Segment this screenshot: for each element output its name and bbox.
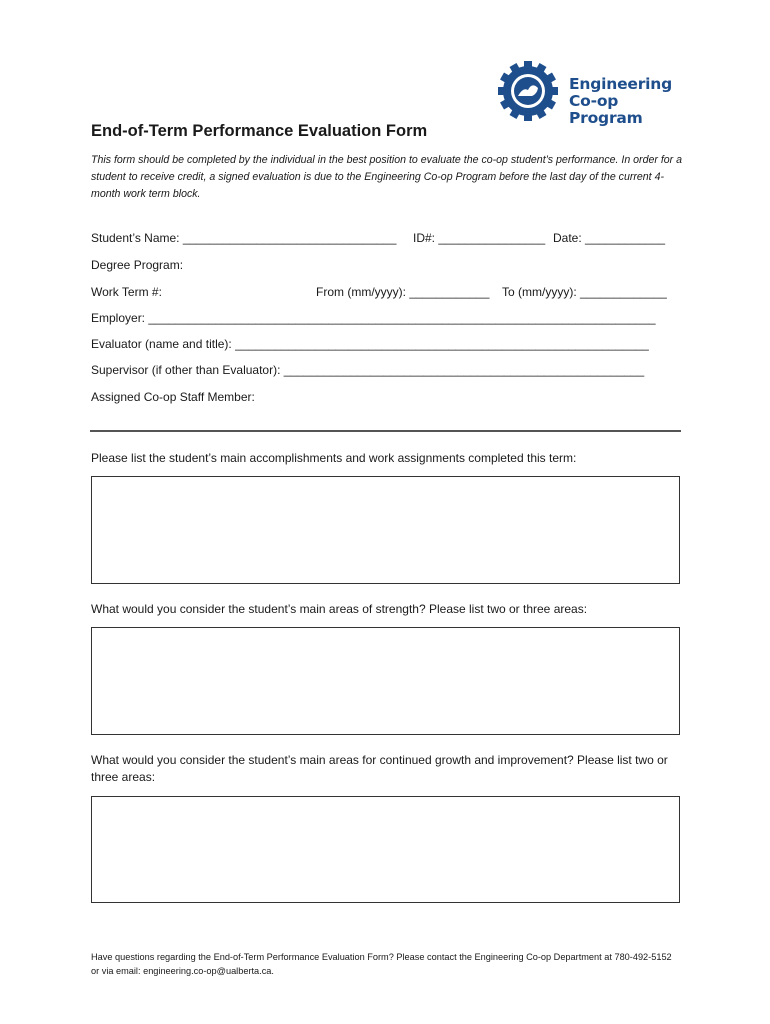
accomplishments-question: Please list the student’s main accomplishments and work assignments completed this term: [91, 451, 577, 465]
from-date-field[interactable]: From (mm/yyyy): ____________ [316, 285, 490, 299]
section-divider [90, 430, 681, 432]
growth-textbox[interactable] [91, 796, 680, 903]
logo-line-2: Co-op Program [569, 92, 643, 127]
form-title: End-of-Term Performance Evaluation Form [91, 122, 428, 140]
employer-field[interactable]: Employer: ____________________________________________________________________________ [91, 311, 656, 325]
engineering-gear-seal-icon [497, 60, 559, 122]
evaluator-field[interactable]: Evaluator (name and title): ______________________________________________________________ [91, 337, 649, 351]
footer-contact: Have questions regarding the End-of-Term Performance Evaluation Form? Please contact the Engineering Co-op Department at 780-492-5152 or via email: engineering.co-op@ualberta.ca. [91, 952, 672, 976]
degree-program-field[interactable]: Degree Program: [91, 258, 184, 272]
work-term-field[interactable]: Work Term #: [91, 285, 162, 299]
strengths-textbox[interactable] [91, 627, 680, 735]
coop-staff-member-field[interactable]: Assigned Co-op Staff Member: [91, 390, 255, 404]
supervisor-field[interactable]: Supervisor (if other than Evaluator): ______________________________________________________ [91, 363, 645, 377]
logo-line-1: Engineering [569, 75, 672, 93]
accomplishments-textbox[interactable] [91, 476, 680, 584]
logo-wordmark [569, 76, 687, 127]
engineering-coop-logo [497, 64, 687, 127]
growth-question: What would you consider the student’s main areas for continued growth and improvement? Please list two or three areas: [91, 753, 668, 784]
date-field[interactable]: Date: ____________ [553, 231, 666, 245]
form-intro: This form should be completed by the individual in the best position to evaluate the co-op student’s performance. In order for a student to receive credit, a signed evaluation is due to the Engineering Co-op Program before the last day of the current 4-month work term block. [91, 154, 683, 200]
student-id-field[interactable]: ID#: ________________ [413, 231, 546, 245]
to-date-field[interactable]: To (mm/yyyy): _____________ [502, 285, 667, 299]
strengths-question: What would you consider the student’s main areas of strength? Please list two or three areas: [91, 602, 588, 616]
student-name-field[interactable]: Student’s Name: ________________________________ [91, 231, 397, 245]
